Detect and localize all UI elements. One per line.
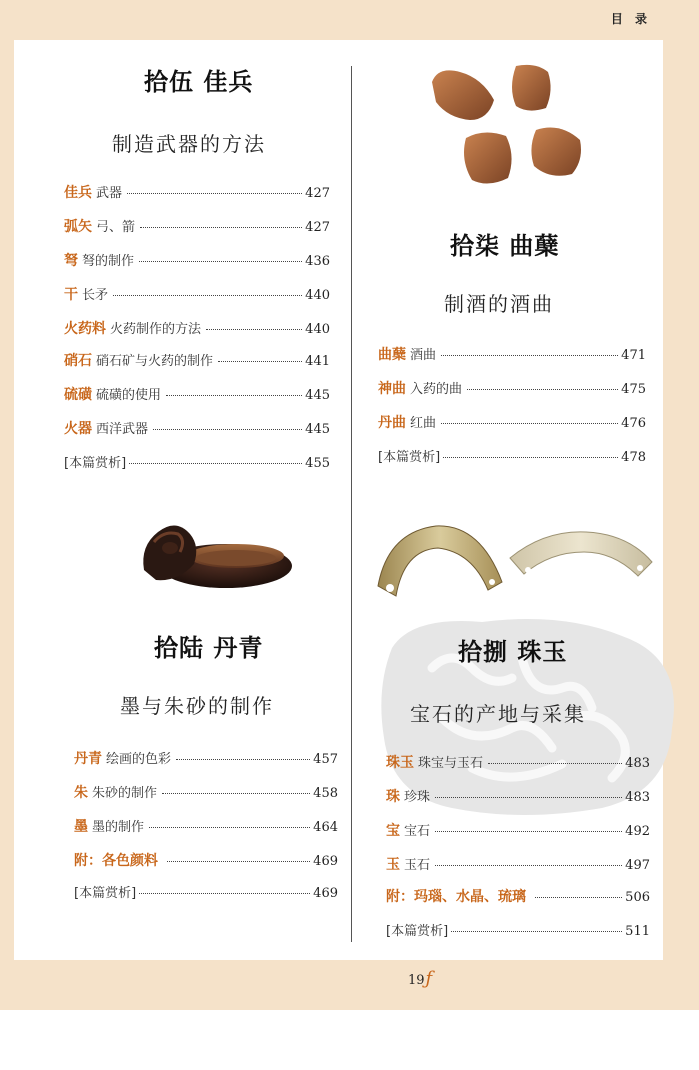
- toc-entry[interactable]: [74, 782, 338, 802]
- entry-description: 宝石: [404, 824, 431, 839]
- appreciation-label: [本篇赏析]: [378, 450, 441, 465]
- entry-page: 476: [621, 416, 646, 431]
- toc-entry[interactable]: [378, 378, 646, 398]
- entry-description: 弩的制作: [82, 254, 135, 269]
- entry-description: 红曲: [410, 416, 437, 431]
- entry-page: 441: [305, 354, 330, 369]
- leader-dots: [441, 355, 618, 356]
- entry-page: 492: [625, 824, 650, 839]
- leader-dots: [149, 827, 310, 828]
- entry-description: 珍珠: [404, 790, 431, 805]
- leader-dots: [443, 457, 618, 458]
- entry-page: 478: [621, 450, 646, 465]
- leader-dots: [153, 429, 302, 430]
- leader-dots: [488, 763, 622, 764]
- leader-dots: [167, 861, 310, 862]
- entry-keyword: 附：玛瑙、水晶、琉璃: [386, 889, 526, 905]
- toc-entry[interactable]: [378, 412, 646, 432]
- leader-dots: [435, 831, 622, 832]
- entry-page: 475: [621, 382, 646, 397]
- entry-keyword: 玉: [386, 857, 400, 873]
- leader-dots: [176, 759, 310, 760]
- leader-dots: [139, 261, 302, 262]
- toc-entry[interactable]: [74, 850, 338, 870]
- entry-description: 绘画的色彩: [106, 752, 172, 767]
- toc-entry-appreciation[interactable]: [64, 452, 330, 471]
- entry-description: 弓、箭: [96, 220, 136, 235]
- toc-entry[interactable]: [74, 748, 338, 768]
- leader-dots: [140, 227, 302, 228]
- entry-description: 玉石: [404, 858, 431, 873]
- entry-description: 墨的制作: [92, 820, 145, 835]
- section-subtitle: 墨与朱砂的制作: [120, 694, 274, 718]
- leader-dots: [441, 423, 618, 424]
- appreciation-label: [本篇赏析]: [64, 456, 127, 471]
- entry-description: 朱砂的制作: [92, 786, 158, 801]
- toc-entry-appreciation[interactable]: [378, 446, 646, 465]
- toc-entry[interactable]: [64, 216, 330, 236]
- entry-keyword: 干: [64, 287, 78, 303]
- page-number-text: 19: [408, 973, 425, 988]
- entry-page: 455: [305, 456, 330, 471]
- entry-keyword: 硝石: [64, 353, 92, 369]
- entry-keyword: 丹曲: [378, 415, 406, 431]
- entry-keyword: 曲蘖: [378, 347, 406, 363]
- toc-entry[interactable]: [386, 854, 650, 874]
- entry-description: 火药制作的方法: [110, 322, 202, 337]
- entry-description: 入药的曲: [410, 382, 463, 397]
- entry-keyword: 佳兵: [64, 185, 92, 201]
- entry-keyword: 神曲: [378, 381, 406, 397]
- entry-page: 436: [305, 254, 330, 269]
- ink-stone-image: [134, 512, 294, 596]
- right-band: [663, 40, 699, 960]
- entry-keyword: 附：各色颜料: [74, 853, 158, 869]
- leader-dots: [467, 389, 618, 390]
- section-subtitle: 制造武器的方法: [112, 132, 266, 156]
- entry-page: 511: [625, 924, 650, 939]
- leader-dots: [435, 865, 622, 866]
- section-title: 拾捌 珠玉: [458, 637, 568, 666]
- leader-dots: [127, 193, 302, 194]
- page-margin: [0, 1010, 699, 1070]
- left-band: [0, 40, 14, 960]
- leader-dots: [129, 463, 302, 464]
- bottom-band: [0, 960, 699, 1010]
- leader-dots: [206, 329, 302, 330]
- entry-description: 武器: [96, 186, 123, 201]
- entry-page: 427: [305, 186, 330, 201]
- entry-keyword: 珠玉: [386, 755, 414, 771]
- toc-entry[interactable]: [64, 350, 330, 370]
- entry-description: 硫磺的使用: [96, 388, 162, 403]
- toc-entry[interactable]: [64, 418, 330, 438]
- toc-entry[interactable]: [386, 886, 650, 906]
- leader-dots: [166, 395, 302, 396]
- section-title: 拾柒 曲蘖: [450, 231, 560, 260]
- toc-entry[interactable]: [386, 786, 650, 806]
- entry-description: 珠宝与玉石: [418, 756, 484, 771]
- entry-page: 440: [305, 288, 330, 303]
- toc-entry[interactable]: [378, 344, 646, 364]
- toc-entry-appreciation[interactable]: [74, 882, 338, 901]
- leader-dots: [435, 797, 622, 798]
- entry-description: 硝石矿与火药的制作: [96, 354, 214, 369]
- leader-dots: [139, 893, 310, 894]
- entry-page: 457: [313, 752, 338, 767]
- appreciation-label: [本篇赏析]: [386, 924, 449, 939]
- entry-keyword: 弧矢: [64, 219, 92, 235]
- leader-dots: [451, 931, 622, 932]
- appreciation-label: [本篇赏析]: [74, 886, 137, 901]
- entry-description: 长矛: [82, 288, 109, 303]
- toc-entry[interactable]: [74, 816, 338, 836]
- entry-keyword: 朱: [74, 785, 88, 801]
- section-title: 拾陆 丹青: [154, 633, 264, 662]
- toc-entry[interactable]: [64, 182, 330, 202]
- entry-page: 469: [313, 854, 338, 869]
- entry-page: 469: [313, 886, 338, 901]
- entry-description: 西洋武器: [96, 422, 149, 437]
- entry-keyword: 珠: [386, 789, 400, 805]
- section-subtitle: 制酒的酒曲: [444, 292, 554, 316]
- entry-page: 483: [625, 790, 650, 805]
- page-number: [408, 968, 432, 989]
- toc-entry[interactable]: [64, 284, 330, 304]
- section-subtitle: 宝石的产地与采集: [410, 702, 586, 726]
- column-divider: [351, 66, 352, 942]
- entry-page: 497: [625, 858, 650, 873]
- yeast-blocks-image: [424, 60, 594, 200]
- entry-description: 酒曲: [410, 348, 437, 363]
- entry-page: 471: [621, 348, 646, 363]
- entry-keyword: 硫磺: [64, 387, 92, 403]
- page-ornament: ƒ: [425, 968, 433, 989]
- entry-keyword: 宝: [386, 823, 400, 839]
- entry-keyword: 墨: [74, 819, 88, 835]
- entry-page: 440: [305, 322, 330, 337]
- entry-keyword: 火药料: [64, 321, 106, 337]
- leader-dots: [535, 897, 622, 898]
- toc-entry[interactable]: [64, 318, 330, 338]
- toc-entry-appreciation[interactable]: [386, 920, 650, 939]
- entry-page: 427: [305, 220, 330, 235]
- entry-keyword: 丹青: [74, 751, 102, 767]
- entry-page: 483: [625, 756, 650, 771]
- leader-dots: [218, 361, 302, 362]
- section-title: 拾伍 佳兵: [144, 67, 254, 96]
- jade-huang-pendants-image: [374, 518, 658, 604]
- entry-page: 445: [305, 422, 330, 437]
- leader-dots: [113, 295, 302, 296]
- entry-keyword: 弩: [64, 253, 78, 269]
- entry-page: 506: [625, 890, 650, 905]
- header-label: 目 录: [610, 12, 651, 26]
- toc-entry[interactable]: [386, 752, 650, 772]
- leader-dots: [162, 793, 310, 794]
- entry-page: 458: [313, 786, 338, 801]
- toc-entry[interactable]: [64, 384, 330, 404]
- toc-entry[interactable]: [64, 250, 330, 270]
- toc-entry[interactable]: [386, 820, 650, 840]
- entry-page: 445: [305, 388, 330, 403]
- entry-keyword: 火器: [64, 421, 92, 437]
- entry-page: 464: [313, 820, 338, 835]
- top-band: [0, 0, 699, 40]
